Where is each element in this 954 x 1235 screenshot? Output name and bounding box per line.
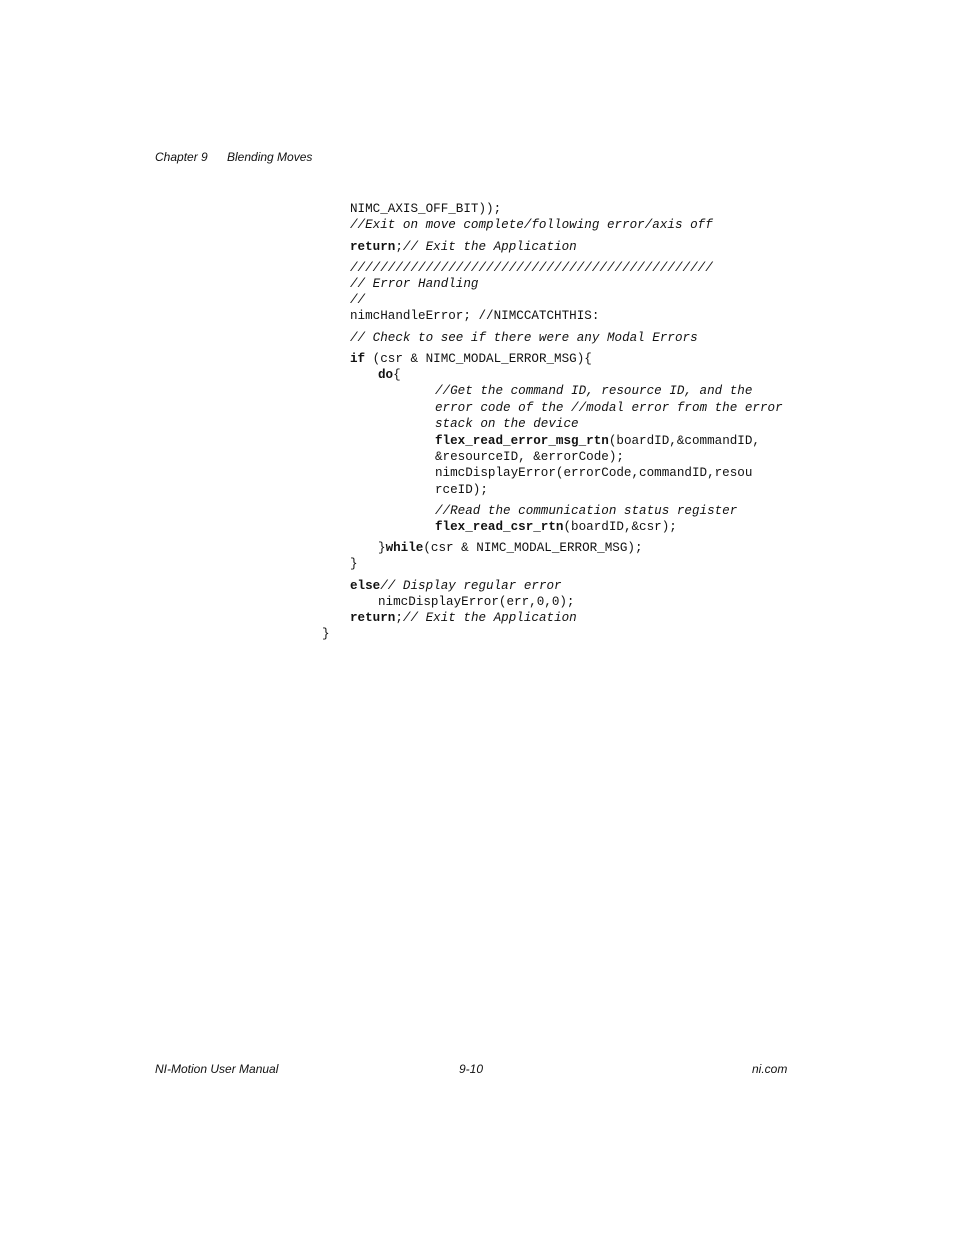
code-text: nimcDisplayError(errorCode,commandID,resou [435,466,753,480]
manual-title: NI-Motion User Manual [155,1062,279,1076]
code-line [350,201,501,217]
code-line [435,383,752,399]
code-comment: error code of the //modal error from the error [435,401,783,415]
code-comment: stack on the device [435,417,579,431]
code-line [350,308,599,324]
code-line [378,594,575,610]
code-text: ; [395,611,403,625]
code-line [435,449,624,465]
code-line [350,276,478,292]
code-keyword: return [350,611,396,625]
code-comment: // Exit the Application [402,240,577,254]
code-line [322,626,330,642]
code-text: } [350,557,358,571]
code-comment: // Display regular error [380,579,562,593]
code-text: nimcHandleError; //NIMCCATCHTHIS: [350,309,600,323]
code-comment: // [350,293,366,307]
code-text: (csr & NIMC_MODAL_ERROR_MSG); [423,541,643,555]
website-link[interactable]: ni.com [752,1062,788,1076]
code-comment: // Error Handling [350,277,479,291]
code-line [435,400,783,416]
code-line [435,482,488,498]
code-text: &resourceID, &errorCode); [435,450,624,464]
code-line [350,578,562,594]
code-keyword: flex_read_error_msg_rtn [435,434,609,448]
code-keyword: return [350,240,396,254]
chapter-label: Chapter 9 [155,150,208,164]
code-text: (boardID,&commandID, [608,434,760,448]
code-line [350,292,365,308]
code-comment: //////////////////////////////////////////////// [350,261,713,275]
code-text: NIMC_AXIS_OFF_BIT)); [350,202,502,216]
code-line [378,540,643,556]
code-line [350,260,713,276]
code-line [435,519,677,535]
code-comment: // Exit the Application [402,611,577,625]
code-text: ; [395,240,403,254]
code-text: { [393,368,401,382]
code-line [435,433,760,449]
code-line [378,367,401,383]
code-text: (csr & NIMC_MODAL_ERROR_MSG){ [365,352,592,366]
code-line [350,556,358,572]
section-title: Blending Moves [227,150,313,164]
code-line [435,416,579,432]
code-text: } [378,541,386,555]
code-comment: // Check to see if there were any Modal Errors [350,331,698,345]
code-comment: //Get the command ID, resource ID, and the [435,384,753,398]
code-keyword: if [350,352,366,366]
code-text: } [322,627,330,641]
page-number: 9-10 [459,1062,484,1076]
code-text: nimcDisplayError(err,0,0); [378,595,575,609]
code-line [435,503,737,519]
code-text: (boardID,&csr); [563,520,677,534]
code-line [350,351,592,367]
code-text: rceID); [435,483,488,497]
code-line [435,465,752,481]
code-comment: //Exit on move complete/following error/axis off [350,218,713,232]
code-comment: //Read the communication status register [435,504,738,518]
code-line [350,217,713,233]
code-keyword: flex_read_csr_rtn [435,520,564,534]
code-keyword: do [378,368,394,382]
code-line [350,330,698,346]
code-line [350,239,577,255]
code-keyword: while [385,541,424,555]
code-keyword: else [350,579,381,593]
code-line [350,610,577,626]
